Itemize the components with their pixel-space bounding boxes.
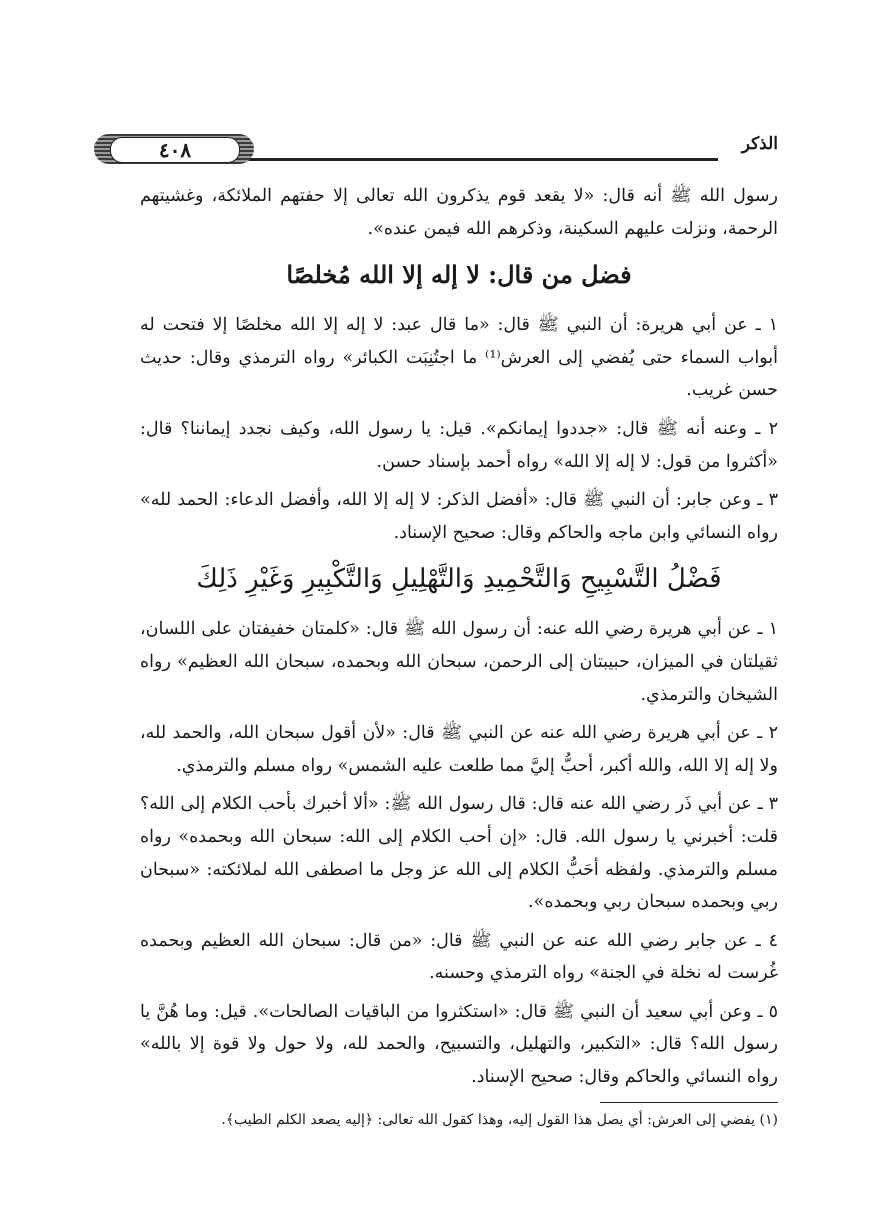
- page-header: [118, 128, 778, 168]
- footnote-rule: [600, 1102, 778, 1103]
- hadith-paragraph: ٢ ـ عن أبي هريرة رضي الله عنه عن النبي ﷺ قال: «لأن أقول سبحان الله، والحمد لله، ولا إله إلا الله، والله أكبر، أحبُّ إليَّ مما طلعت عليه الشمس» رواه مسلم والترمذي.: [140, 723, 778, 776]
- footnote: (١) يفضي إلى العرش: أي يصل هذا القول إليه، وهذا كقول الله تعالى: ﴿إليه يصعد الكلم الطيب﴾.: [221, 1112, 778, 1128]
- page-number-ornament: [94, 134, 254, 164]
- hadith-paragraph: ١ ـ عن أبي هريرة: أن النبي ﷺ قال: «ما قال عبد: لا إله إلا الله مخلصًا إلا فتحت له أبواب السماء حتى يُفضي إلى العرش⁽¹⁾ ما اجتُنِبَت الكبائر» رواه الترمذي وقال: حديث حسن غريب.: [140, 315, 778, 401]
- main-text: [140, 180, 778, 1100]
- hadith-paragraph: ٢ ـ وعنه أنه ﷺ قال: «جددوا إيمانكم». قيل: يا رسول الله، وكيف نجدد إيماننا؟ قال: «أكثروا من قول: لا إله إلا الله» رواه أحمد بإسناد حسن.: [140, 418, 778, 472]
- section-heading-ikhlas: فضل من قال: لا إله إلا الله مُخلصًا: [286, 260, 632, 290]
- section-heading-tasbih: فَضْلُ التَّسْبِيحِ وَالتَّحْمِيدِ وَالتَّهْلِيلِ وَالتَّكْبِيرِ وَغَيْرِ ذَلِكَ: [196, 564, 722, 595]
- hadith-paragraph: ٣ ـ عن أبي ذَر رضي الله عنه قال: قال رسول الله ﷺ: «ألا أخبرك بأحب الكلام إلى الله؟ قلت: أخبرني يا رسول الله. قال: «إن أحب الكلام إلى الله: سبحان الله وبحمده» رواه مسلم والترمذي. ولفظه أحَبُّ الكلام إلى الله عز وجل ما اصطفى الله لملائكته: «سبحان ربي وبحمده سبحان ربي وبحمده».: [140, 794, 778, 913]
- hadith-paragraph: ١ ـ عن أبي هريرة رضي الله عنه: أن رسول الله ﷺ قال: «كلمتان خفيفتان على اللسان، ثقيلتان في الميزان، حبيبتان إلى الرحمن، سبحان الله وبحمده، سبحان الله العظيم» رواه الشيخان والترمذي.: [140, 619, 778, 705]
- hadith-paragraph: ٤ ـ عن جابر رضي الله عنه عن النبي ﷺ قال: «من قال: سبحان الله العظيم وبحمده غُرست له نخلة في الجنة» رواه الترمذي وحسنه.: [140, 930, 778, 984]
- hadith-paragraph: ٥ ـ وعن أبي سعيد أن النبي ﷺ قال: «استكثروا من الباقيات الصالحات». قيل: وما هُنَّ يا رسول الله؟ قال: «التكبير، والتهليل، والتسبيح، والحمد لله، ولا حول ولا قوة إلا بالله» رواه النسائي والحاكم وقال: صحيح الإسناد.: [140, 1001, 778, 1088]
- running-title: الذكر: [741, 134, 778, 154]
- hadith-paragraph: ٣ ـ وعن جابر: أن النبي ﷺ قال: «أفضل الذكر: لا إله إلا الله، وأفضل الدعاء: الحمد لله» رواه النسائي وابن ماجه والحاكم وقال: صحيح الإسناد.: [140, 490, 778, 543]
- page-number: ٤٠٨: [110, 137, 240, 163]
- intro-paragraph: رسول الله ﷺ أنه قال: «لا يقعد قوم يذكرون الله تعالى إلا حفتهم الملائكة، وغشيتهم الرحمة، ونزلت عليهم السكينة، وذكرهم الله فيمن عنده».: [140, 186, 778, 239]
